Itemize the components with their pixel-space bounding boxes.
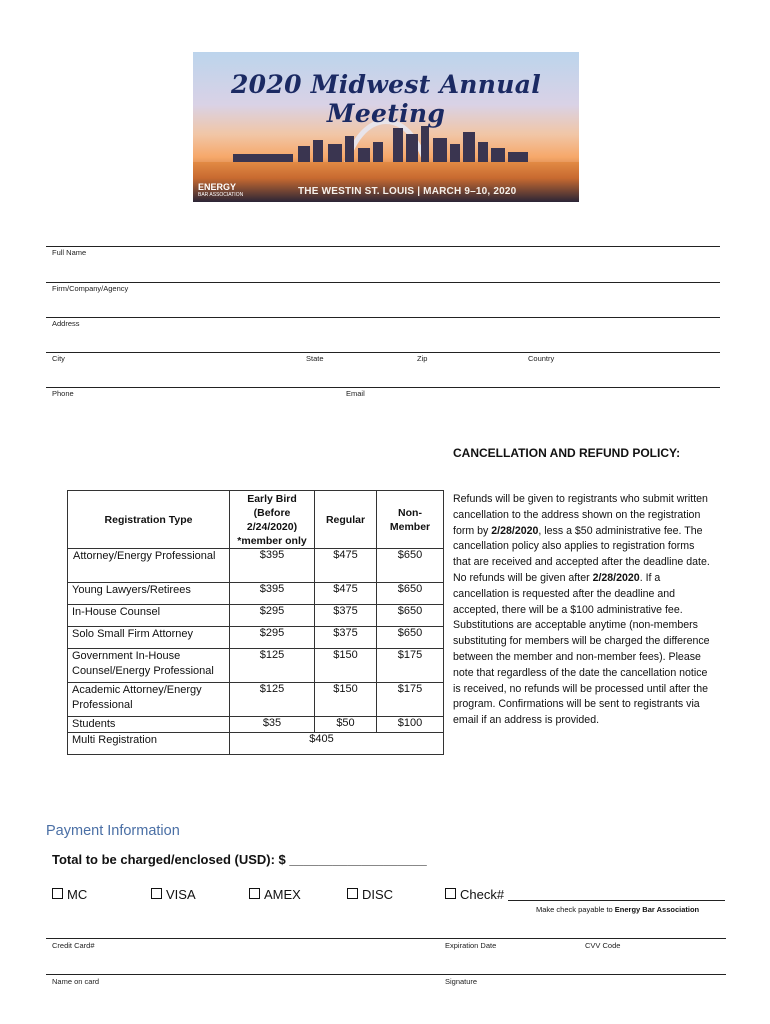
check-note-prefix: Make check payable to (536, 905, 615, 914)
header-registration-type: Registration Type (68, 491, 230, 549)
checkbox-icon (347, 888, 358, 899)
check-note (536, 905, 699, 914)
banner-title: 2020 Midwest Annual Meeting (230, 70, 541, 128)
row-early: $295 (230, 605, 315, 627)
banner-venue: THE WESTIN ST. LOUIS | MARCH 9–10, 2020 (298, 186, 517, 197)
payment-title: Payment Information (46, 823, 180, 839)
country-label: Country (528, 354, 555, 363)
header-non-line: Non- (398, 506, 422, 519)
checkbox-label: Check# (460, 887, 505, 902)
checkbox-icon (249, 888, 260, 899)
signature-label: Signature (445, 977, 478, 986)
table-row-multi (68, 733, 444, 755)
city-state-zip-field[interactable] (46, 364, 720, 386)
row-non: $650 (377, 627, 444, 649)
row-regular: $150 (315, 649, 377, 683)
address-label: Address (52, 319, 80, 328)
row-early: $125 (230, 649, 315, 683)
row-non: $650 (377, 549, 444, 583)
energy-bar-logo (198, 182, 243, 198)
row-regular: $475 (315, 549, 377, 583)
header-non-member (377, 491, 444, 549)
mc-checkbox[interactable] (52, 887, 87, 902)
table-row (68, 683, 444, 717)
table-row (68, 717, 444, 733)
divider (46, 352, 720, 353)
state-label: State (306, 354, 324, 363)
row-regular: $150 (315, 683, 377, 717)
row-non: $175 (377, 649, 444, 683)
firm-label: Firm/Company/Agency (52, 284, 129, 293)
row-type: Government In-House Counsel/Energy Professional (68, 649, 230, 683)
table-row (68, 583, 444, 605)
phone-email-field[interactable] (46, 399, 720, 421)
row-early: $295 (230, 627, 315, 649)
checkbox-label: DISC (362, 887, 394, 902)
row-type: Students (68, 717, 230, 733)
disc-checkbox[interactable] (347, 887, 393, 902)
divider (46, 387, 720, 388)
row-early: $395 (230, 583, 315, 605)
zip-label: Zip (417, 354, 428, 363)
policy-date: 2/28/2020 (491, 524, 539, 537)
cvv-label: CVV Code (585, 941, 621, 950)
divider (46, 317, 720, 318)
divider (46, 282, 720, 283)
header-early-line: Early Bird (247, 493, 297, 505)
policy-part: Refunds will be given to registrants who submit written cancellation to the address shown on the registration form by (453, 493, 708, 537)
city-label: City (52, 354, 65, 363)
amex-checkbox[interactable] (249, 887, 301, 902)
header-non-line: Member (389, 520, 431, 533)
checkbox-label: AMEX (264, 887, 301, 902)
policy-title: CANCELLATION AND REFUND POLICY: (453, 446, 681, 460)
table-row (68, 649, 444, 683)
policy-part: , less a $50 administrative fee. The cancellation policy also applies to registration forms that are received and accepted after the deadline date. No refunds will be given after (453, 524, 710, 584)
total-field[interactable]: Total to be charged/enclosed (USD): $ ___________________ (52, 852, 427, 867)
check-note-org: Energy Bar Association (614, 905, 700, 914)
checkbox-icon (445, 888, 456, 899)
card-details-field[interactable] (46, 951, 726, 973)
check-checkbox[interactable] (445, 887, 504, 902)
full-name-label: Full Name (52, 248, 87, 257)
row-regular: $475 (315, 583, 377, 605)
checkbox-label: MC (67, 887, 88, 902)
row-type: Multi Registration (68, 733, 230, 755)
row-type: Academic Attorney/Energy Professional (68, 683, 230, 717)
header-regular: Regular (315, 491, 377, 549)
skyline-graphic (193, 124, 579, 164)
check-number-line[interactable] (508, 900, 725, 901)
credit-card-label: Credit Card# (52, 941, 95, 950)
header-early-line: 2/24/2020) (246, 521, 298, 533)
logo-main: ENERGY (198, 182, 237, 192)
row-early: $395 (230, 549, 315, 583)
row-non: $175 (377, 683, 444, 717)
row-early: $35 (230, 717, 315, 733)
checkbox-icon (151, 888, 162, 899)
checkbox-label: VISA (166, 887, 196, 902)
policy-date: 2/28/2020 (592, 571, 640, 584)
row-non: $650 (377, 605, 444, 627)
event-banner (193, 52, 579, 202)
name-on-card-label: Name on card (52, 977, 100, 986)
row-type: In-House Counsel (68, 605, 230, 627)
divider (46, 246, 720, 247)
row-early: $125 (230, 683, 315, 717)
phone-label: Phone (52, 389, 74, 398)
header-early-line: *member only (237, 535, 307, 547)
divider (46, 974, 726, 975)
name-signature-field[interactable] (46, 987, 726, 1009)
firm-field[interactable] (46, 294, 720, 316)
logo-sub: BAR ASSOCIATION (198, 192, 244, 198)
visa-checkbox[interactable] (151, 887, 196, 902)
row-regular: $50 (315, 717, 377, 733)
policy-part: . If a cancellation is requested after the deadline and accepted, there will be a $100 administrative fee. Substitutions are acceptable anytime (non-members substituting for members will be charged the difference between the member and non-member fees). Please note that regardless of the date the cancellation notice is received, no refunds will be processed until after the program. Confirmations will be sent to registrants via email if an address is provided. (453, 571, 710, 727)
table-row (68, 549, 444, 583)
divider (46, 938, 726, 939)
header-early-line: (Before (253, 507, 291, 519)
table-row (68, 627, 444, 649)
address-field[interactable] (46, 329, 720, 351)
row-multi-price: $405 (230, 733, 444, 755)
row-non: $650 (377, 583, 444, 605)
row-type: Solo Small Firm Attorney (68, 627, 230, 649)
header-early-bird (230, 491, 315, 549)
policy-text (453, 492, 715, 729)
row-non: $100 (377, 717, 444, 733)
row-regular: $375 (315, 627, 377, 649)
table-row (68, 605, 444, 627)
full-name-field[interactable] (46, 258, 720, 280)
checkbox-icon (52, 888, 63, 899)
row-type: Young Lawyers/Retirees (68, 583, 230, 605)
email-label: Email (346, 389, 365, 398)
row-type: Attorney/Energy Professional (68, 549, 230, 583)
row-regular: $375 (315, 605, 377, 627)
expiration-label: Expiration Date (445, 941, 497, 950)
registration-table (67, 490, 444, 755)
